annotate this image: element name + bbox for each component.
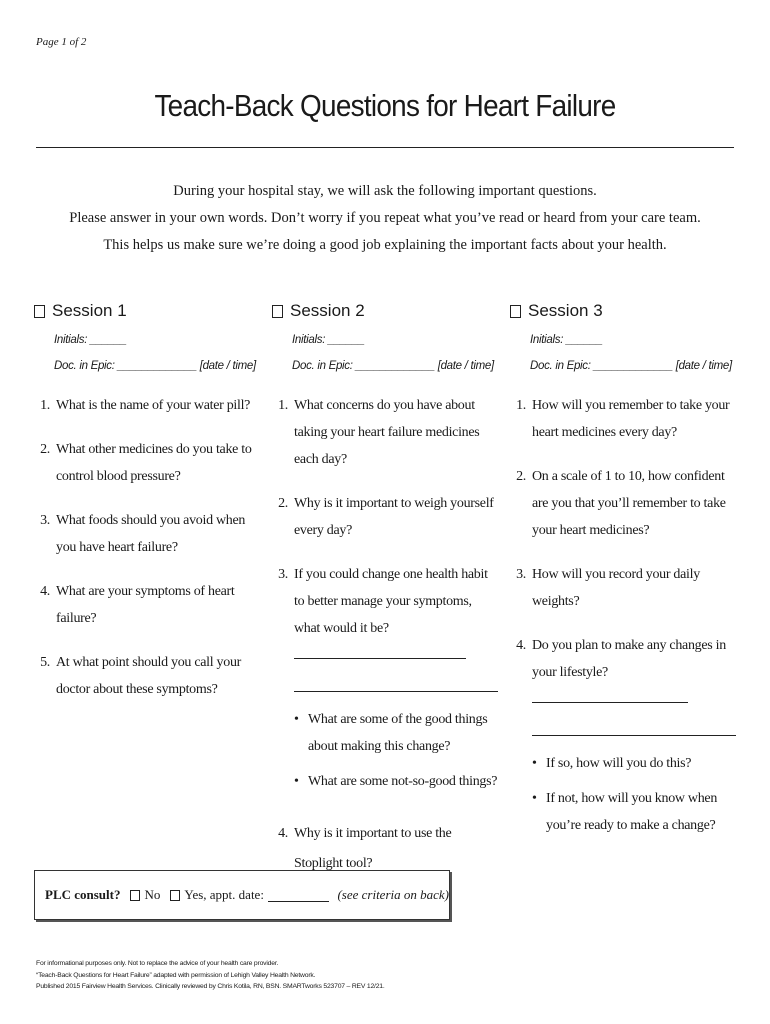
session-2-questions <box>272 392 498 879</box>
footer <box>36 958 385 993</box>
plc-criteria-note: (see criteria on back) <box>337 887 449 902</box>
bullet-text: What are some of the good things about making this change? <box>308 712 488 754</box>
session-3-title: Session 3 <box>528 301 603 320</box>
plc-yes-label: Yes, appt. date: <box>184 887 264 902</box>
question <box>510 561 736 615</box>
question <box>510 632 736 713</box>
session-1-doc: Doc. in Epic: _____________ [date / time] <box>54 360 256 372</box>
question-text: How will you record your daily weights? <box>532 567 700 609</box>
question-text <box>532 632 736 713</box>
question-number: 3. <box>516 567 526 582</box>
session-3-header <box>510 298 736 324</box>
question <box>272 490 498 544</box>
answer-line[interactable] <box>532 713 736 736</box>
question <box>272 561 498 669</box>
plc-no-label: No <box>144 887 161 902</box>
intro-line: This helps us make sure we’re doing a good job explaining the important facts about your health. <box>103 237 667 253</box>
session-2-header <box>272 298 498 324</box>
session-2-title: Session 2 <box>290 301 365 320</box>
question <box>272 392 498 473</box>
bullet-item <box>532 750 736 777</box>
bullet-dot: • <box>294 712 299 727</box>
question-number: 2. <box>278 496 288 511</box>
question-number: 4. <box>516 638 526 653</box>
document-title: Teach-Back Questions for Heart Failure <box>154 88 616 123</box>
question-number: 4. <box>278 826 288 841</box>
question-text: What is the name of your water pill? <box>56 398 251 413</box>
question-text: On a scale of 1 to 10, how confident are you that you’ll remember to take your heart medicines? <box>532 469 726 538</box>
bullet-item <box>532 785 736 839</box>
session-3-checkbox[interactable] <box>510 305 521 318</box>
question-text-content: If you could change one health habit to better manage your symptoms, what would it be? <box>294 567 488 636</box>
answer-line[interactable] <box>294 669 498 692</box>
session-3-initials: Initials: ______ <box>530 334 603 346</box>
question-text: What other medicines do you take to control blood pressure? <box>56 442 252 484</box>
bullet-text: If so, how will you do this? <box>546 756 692 771</box>
page-number: Page 1 of 2 <box>36 36 87 48</box>
answer-blank[interactable] <box>532 688 688 703</box>
footer-line: Published 2015 Fairview Health Services. Clinically reviewed by Chris Kotila, RN, BSN. SMARTworks 523707 – REV 12/21. <box>36 983 385 990</box>
session-3-doc: Doc. in Epic: _____________ [date / time] <box>530 360 732 372</box>
footer-line: “Teach-Back Questions for Heart Failure” adapted with permission of Lehigh Valley Health Network. <box>36 971 316 979</box>
bullet-dot: • <box>294 774 299 789</box>
bullet-item <box>294 706 498 760</box>
plc-consult-box <box>34 870 450 920</box>
question-number: 4. <box>40 584 50 599</box>
session-1-title: Session 1 <box>52 301 127 320</box>
question-number: 1. <box>40 398 50 413</box>
intro-text <box>0 178 770 259</box>
question-text: What concerns do you have about taking your heart failure medicines each day? <box>294 398 480 467</box>
plc-yes-checkbox[interactable] <box>170 890 180 901</box>
bullet-dot: • <box>532 756 537 771</box>
session-2-column <box>272 298 498 896</box>
question-number: 1. <box>278 398 288 413</box>
question-number: 3. <box>40 513 50 528</box>
question-number: 2. <box>40 442 50 457</box>
appt-date-field[interactable] <box>268 889 330 902</box>
session-1-column <box>34 298 260 720</box>
question-number: 2. <box>516 469 526 484</box>
question-text: What foods should you avoid when you have heart failure? <box>56 513 246 555</box>
question-text <box>294 561 498 669</box>
question <box>34 507 260 561</box>
plc-consult-label: PLC consult? <box>45 887 121 902</box>
question <box>510 463 736 544</box>
bullet-item <box>294 768 498 795</box>
session-3-column <box>510 298 736 847</box>
session-2-checkbox[interactable] <box>272 305 283 318</box>
session-2-initials: Initials: ______ <box>292 334 365 346</box>
question <box>34 649 260 703</box>
question-number: 5. <box>40 655 50 670</box>
question <box>34 436 260 490</box>
session-1-header <box>34 298 260 324</box>
question <box>34 392 260 419</box>
intro-line: During your hospital stay, we will ask the following important questions. <box>173 183 597 199</box>
session-2-doc: Doc. in Epic: _____________ [date / time] <box>292 360 494 372</box>
session-1-questions <box>34 392 260 703</box>
title-divider <box>36 147 734 148</box>
plc-no-checkbox[interactable] <box>130 890 140 901</box>
question-number: 1. <box>516 398 526 413</box>
question-text-content: Do you plan to make any changes in your lifestyle? <box>532 638 726 680</box>
question-text: At what point should you call your doctor about these symptoms? <box>56 655 242 697</box>
question <box>510 392 736 446</box>
bullet-dot: • <box>532 791 537 806</box>
intro-line: Please answer in your own words. Don’t worry if you repeat what you’ve read or heard from your care team. <box>69 210 701 226</box>
session-1-initials: Initials: ______ <box>54 334 127 346</box>
session-1-checkbox[interactable] <box>34 305 45 318</box>
bullet-text: If not, how will you know when you’re ready to make a change? <box>546 791 718 833</box>
question-text: What are your symptoms of heart failure? <box>56 584 235 626</box>
answer-blank[interactable] <box>294 644 466 659</box>
bullet-text: What are some not-so-good things? <box>308 774 498 789</box>
footer-line: For informational purposes only. Not to replace the advice of your health care provider. <box>36 960 279 967</box>
question-number: 3. <box>278 567 288 582</box>
question-text: How will you remember to take your heart medicines every day? <box>532 398 730 440</box>
session-3-questions <box>510 392 736 839</box>
question-text: Why is it important to weigh yourself every day? <box>294 496 494 538</box>
question <box>34 578 260 632</box>
question-text: Why is it important to use the Stoplight tool? <box>294 826 452 871</box>
